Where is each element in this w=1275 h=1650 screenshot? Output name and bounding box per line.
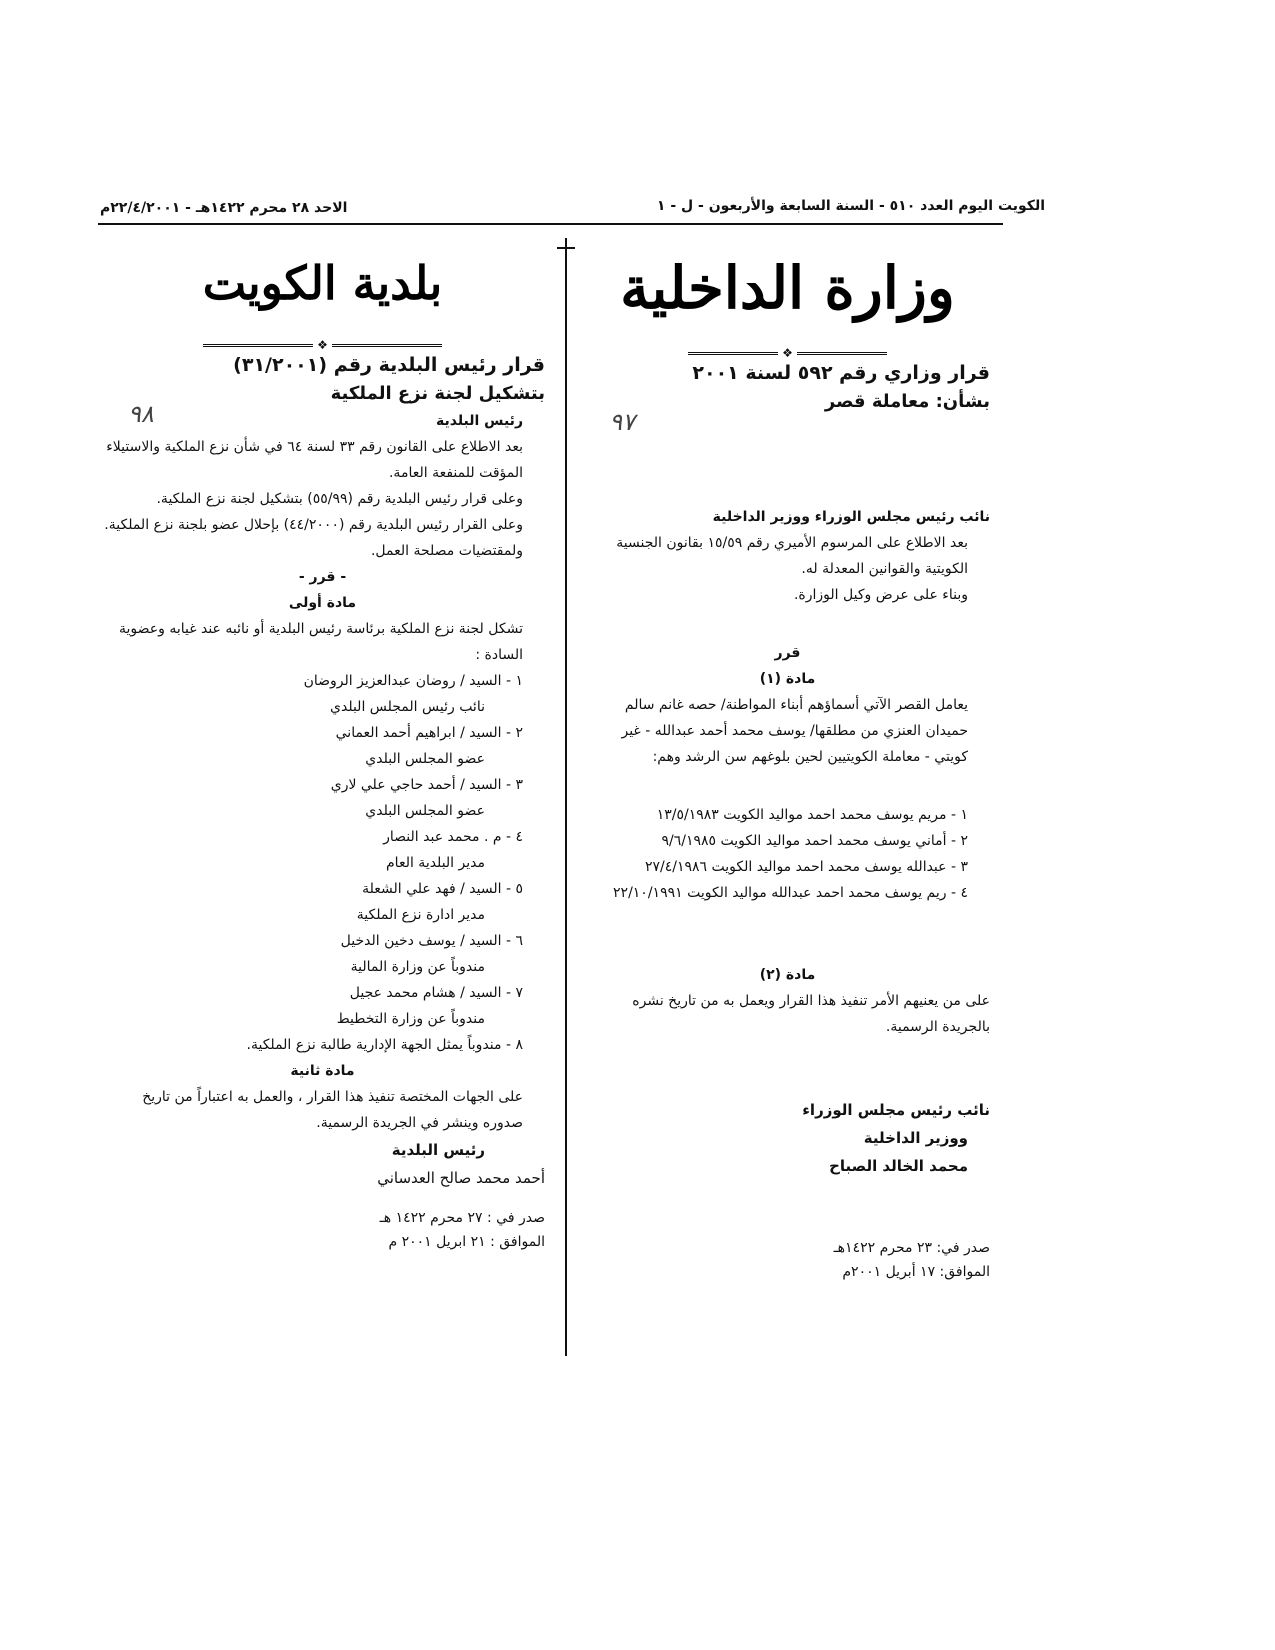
gazette-header-issue: الكويت اليوم العدد ٥١٠ - السنة السابعة والأربعون - ل - ١ bbox=[656, 198, 1045, 214]
minor-entry: ٢ - أماني يوسف محمد احمد مواليد الكويت ٩/٦/١٩٨٥ bbox=[661, 833, 968, 849]
member-name: ٢ - السيد / ابراهيم أحمد العماني bbox=[335, 725, 523, 741]
article-2-text: على الجهات المختصة تنفيذ هذا القرار ، والعمل به اعتباراً من تاريخ صدوره وينشر في الجريدة الرسمية. bbox=[142, 1089, 523, 1131]
minor-entry: ٤ - ريم يوسف محمد احمد عبدالله مواليد الكويت ٢٢/١٠/١٩٩١ bbox=[613, 885, 968, 901]
preamble-line: ولمقتضيات مصلحة العمل. bbox=[370, 543, 523, 559]
member-name: ٤ - م . محمد عبد النصار bbox=[383, 829, 523, 845]
decision-title: قرار وزاري رقم ٥٩٢ لسنة ٢٠٠١ bbox=[692, 362, 990, 384]
column-divider bbox=[565, 238, 567, 1356]
member-name: ٦ - السيد / يوسف دخين الدخيل bbox=[340, 933, 523, 949]
column-divider-mark bbox=[557, 247, 575, 249]
header-rule bbox=[98, 223, 1003, 225]
ministry-interior-emblem: وزارة الداخلية bbox=[620, 254, 955, 322]
signature-name: أحمد محمد صالح العدساني bbox=[377, 1169, 545, 1187]
title-flourish: ❖ bbox=[585, 340, 990, 358]
signature-line: نائب رئيس مجلس الوزراء bbox=[802, 1101, 990, 1119]
member-name: ١ - السيد / روضان عبدالعزيز الروضان bbox=[303, 673, 523, 689]
decided-heading: - قرر - bbox=[298, 569, 347, 585]
signature-line: ووزير الداخلية bbox=[863, 1129, 968, 1147]
member-name: ٨ - مندوباً يمثل الجهة الإدارية طالبة نزع الملكية. bbox=[246, 1037, 523, 1053]
member-role: مدير ادارة نزع الملكية bbox=[356, 907, 485, 923]
member-role: مندوباً عن وزارة المالية bbox=[350, 959, 485, 975]
municipality-column bbox=[100, 248, 545, 1254]
corresponding-date: الموافق : ٢١ ابريل ٢٠٠١ م bbox=[388, 1234, 545, 1250]
signature-name: محمد الخالد الصباح bbox=[829, 1157, 968, 1175]
municipality-emblem: بلدية الكويت bbox=[202, 256, 443, 310]
member-name: ٣ - السيد / أحمد حاجي علي لاري bbox=[330, 777, 523, 793]
issue-date: صدر في: ٢٣ محرم ١٤٢٢هـ bbox=[833, 1240, 990, 1256]
article-1-text: يعامل القصر الآتي أسماؤهم أبناء المواطنة/ حصه غانم سالم حميدان العنزي من مطلقها/ يوسف محمد أحمد عبدالله - غير كويتي - معاملة الكويتيين لحين بلوغهم سن الرشد وهم: bbox=[621, 697, 968, 765]
article-2-text: على من يعنيهم الأمر تنفيذ هذا القرار ويعمل به من تاريخ نشره بالجريدة الرسمية. bbox=[632, 993, 990, 1035]
preamble-line: وعلى قرار رئيس البلدية رقم (٥٥/٩٩) بتشكيل لجنة نزع الملكية. bbox=[156, 491, 523, 507]
signature-line: رئيس البلدية bbox=[391, 1141, 485, 1159]
member-role: عضو المجلس البلدي bbox=[365, 803, 485, 819]
decision-title: قرار رئيس البلدية رقم (٣١/٢٠٠١) bbox=[233, 354, 545, 376]
gazette-header-date: الاحد ٢٨ محرم ١٤٢٢هـ - ٢٢/٤/٢٠٠١م bbox=[100, 200, 348, 216]
handwritten-stamp: ٩٧ bbox=[609, 408, 635, 436]
member-role: نائب رئيس المجلس البلدي bbox=[330, 699, 485, 715]
member-role: مندوباً عن وزارة التخطيط bbox=[336, 1011, 485, 1027]
article-1-heading: مادة (١) bbox=[759, 671, 816, 687]
corresponding-date: الموافق: ١٧ أبريل ٢٠٠١م bbox=[842, 1264, 990, 1280]
issue-date: صدر في : ٢٧ محرم ١٤٢٢ هـ bbox=[379, 1210, 545, 1226]
member-name: ٧ - السيد / هشام محمد عجيل bbox=[349, 985, 523, 1001]
decision-subject: بشأن: معاملة قصر bbox=[824, 391, 990, 412]
preamble-line: وعلى القرار رئيس البلدية رقم (٤٤/٢٠٠٠) بإحلال عضو بلجنة نزع الملكية. bbox=[104, 517, 523, 533]
member-name: ٥ - السيد / فهد علي الشعلة bbox=[362, 881, 523, 897]
title-flourish: ❖ bbox=[100, 332, 545, 350]
article-2-heading: مادة (٢) bbox=[759, 967, 816, 983]
handwritten-stamp: ٩٨ bbox=[128, 400, 154, 428]
member-role: مدير البلدية العام bbox=[386, 855, 485, 871]
decision-subject: بتشكيل لجنة نزع الملكية bbox=[330, 383, 545, 404]
article-1-text: تشكل لجنة نزع الملكية برئاسة رئيس البلدية أو نائبه عند غيابه وعضوية السادة : bbox=[118, 621, 523, 663]
preamble-line: وبناء على عرض وكيل الوزارة. bbox=[793, 587, 968, 603]
minor-entry: ١ - مريم يوسف محمد احمد مواليد الكويت ١٣/٥/١٩٨٣ bbox=[656, 807, 968, 823]
member-role: عضو المجلس البلدي bbox=[365, 751, 485, 767]
decided-heading: قرر bbox=[774, 645, 801, 661]
issuer-title: نائب رئيس مجلس الوزراء ووزير الداخلية bbox=[712, 509, 990, 525]
issuer-title: رئيس البلدية bbox=[435, 413, 523, 429]
preamble-line: بعد الاطلاع على القانون رقم ٣٣ لسنة ٦٤ في شأن نزع الملكية والاستيلاء المؤقت للمنفعة العامة. bbox=[106, 439, 523, 481]
article-1-heading: مادة أولى bbox=[288, 595, 357, 611]
ministry-interior-column bbox=[585, 248, 990, 1284]
article-2-heading: مادة ثانية bbox=[290, 1063, 355, 1079]
minor-entry: ٣ - عبدالله يوسف محمد احمد مواليد الكويت ٢٧/٤/١٩٨٦ bbox=[644, 859, 968, 875]
preamble-line: بعد الاطلاع على المرسوم الأميري رقم ١٥/٥٩ بقانون الجنسية الكويتية والقوانين المعدلة له. bbox=[616, 535, 968, 577]
